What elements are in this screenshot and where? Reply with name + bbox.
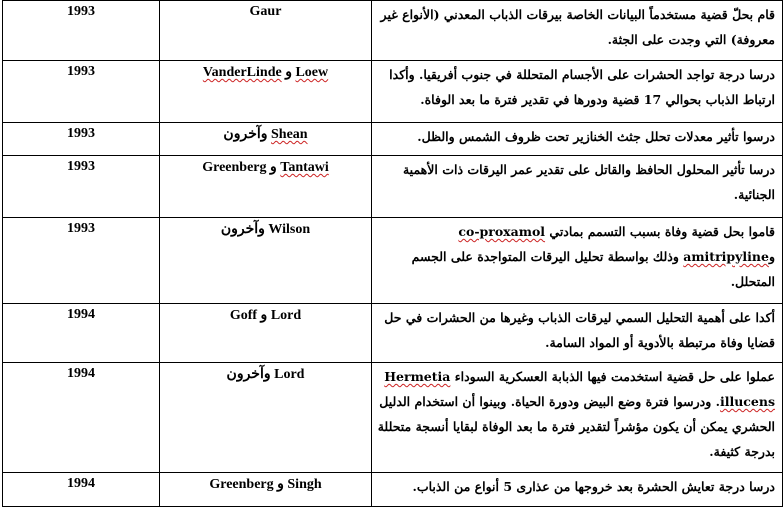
drug-name: co-proxamol (458, 224, 546, 239)
year-cell (3, 304, 160, 363)
author-name: Greenberg (202, 160, 267, 175)
authors-cell (160, 123, 372, 156)
description-cell (372, 363, 783, 473)
description-cell (372, 473, 783, 507)
authors-text: Wilson وآخرون (220, 222, 311, 237)
authors-text (203, 65, 328, 80)
author-name: Tantawi (280, 160, 329, 175)
description-text: . ودرسوا فترة وضع البيض ودورة الحياة. وبينوا أن استخدام الدليل الحشري يمكن أن يكون مؤشراً لتقدير فترة ما بعد الوفاة لبقايا أنسجة متحللة بدرجة كثيفة. (377, 394, 775, 459)
description-text: درسا تأثير المحلول الحافظ والقاتل على تقدير عمر اليرقات ذات الأهمية الجنائية. (402, 162, 775, 202)
year-text: 1994 (67, 476, 95, 491)
authors-text: Gaur (249, 4, 282, 19)
authors-text (202, 160, 329, 175)
description-cell (372, 156, 783, 218)
authors-text: Lord و Goff (229, 308, 302, 323)
author-name: Shean (271, 127, 308, 142)
description-text: درسا درجة تعايش الحشرة بعد خروجها من عذارى 5 أنواع من الذباب. (412, 479, 775, 494)
table-row (3, 156, 783, 218)
year-text: 1993 (67, 126, 95, 141)
author-name: Loew (295, 65, 329, 80)
year-text: 1993 (67, 4, 95, 19)
description-text: قام بحلّ قضية مستخدماً البيانات الخاصة بيرقات الذباب المعدني (الأنواع غير معروفة) التي وجدت على الجثة. (380, 7, 775, 47)
authors-text: Singh و Greenberg (209, 477, 322, 492)
table-row (3, 304, 783, 363)
description-text: و (768, 249, 775, 264)
drug-name: amitripyline (683, 249, 769, 264)
table-row (3, 61, 783, 123)
table-row (3, 218, 783, 304)
year-text: 1994 (67, 307, 95, 322)
description-cell (372, 1, 783, 61)
authors-text: Lord وآخرون (226, 367, 305, 382)
description-text: عملوا على حل قضية استخدمت فيها الذبابة العسكرية السوداء (450, 369, 775, 384)
authors-cell (160, 61, 372, 123)
description-text: قاموا بحل قضية وفاة بسبب التسمم بمادتي (545, 224, 775, 239)
year-cell (3, 218, 160, 304)
author-name: VanderLinde (202, 65, 282, 80)
authors-cell (160, 218, 372, 304)
description-cell (372, 304, 783, 363)
description-text: وذلك بواسطة تحليل اليرقات المتواجدة على الجسم المتحلل. (411, 249, 775, 289)
year-cell (3, 156, 160, 218)
description-cell (372, 218, 783, 304)
species-epithet: illucens (719, 394, 775, 409)
authors-conjunction: و (266, 160, 281, 175)
year-cell (3, 473, 160, 507)
authors-cell (160, 156, 372, 218)
research-history-table (2, 0, 783, 507)
authors-conjunction: و (281, 65, 296, 80)
table-row (3, 473, 783, 507)
year-text: 1993 (67, 221, 95, 236)
authors-cell (160, 473, 372, 507)
authors-cell (160, 363, 372, 473)
table-row (3, 1, 783, 61)
year-text: 1993 (67, 64, 95, 79)
species-genus: Hermetia (384, 369, 451, 384)
table-row (3, 123, 783, 156)
description-text: درسا درجة تواجد الحشرات على الأجسام المتحللة في جنوب أفريقيا. وأكدا ارتباط الذباب بحوالي 17 قضية ودورها في تقدير فترة ما بعد الوفاة. (389, 67, 775, 107)
authors-suffix: وآخرون (223, 127, 271, 142)
description-text: أكدا على أهمية التحليل السمي ليرقات الذباب وغيرها من الحشرات في حل قضايا وفاة مرتبطة بالأدوية أو المواد السامة. (384, 310, 775, 350)
year-cell (3, 61, 160, 123)
year-cell (3, 363, 160, 473)
table-row (3, 363, 783, 473)
year-text: 1994 (67, 366, 95, 381)
year-text: 1993 (67, 159, 95, 174)
authors-cell (160, 304, 372, 363)
year-cell (3, 1, 160, 61)
year-cell (3, 123, 160, 156)
description-cell (372, 123, 783, 156)
description-text: درسوا تأثير معدلات تحلل جثث الخنازير تحت ظروف الشمس والظل. (417, 129, 775, 144)
authors-cell (160, 1, 372, 61)
description-cell (372, 61, 783, 123)
